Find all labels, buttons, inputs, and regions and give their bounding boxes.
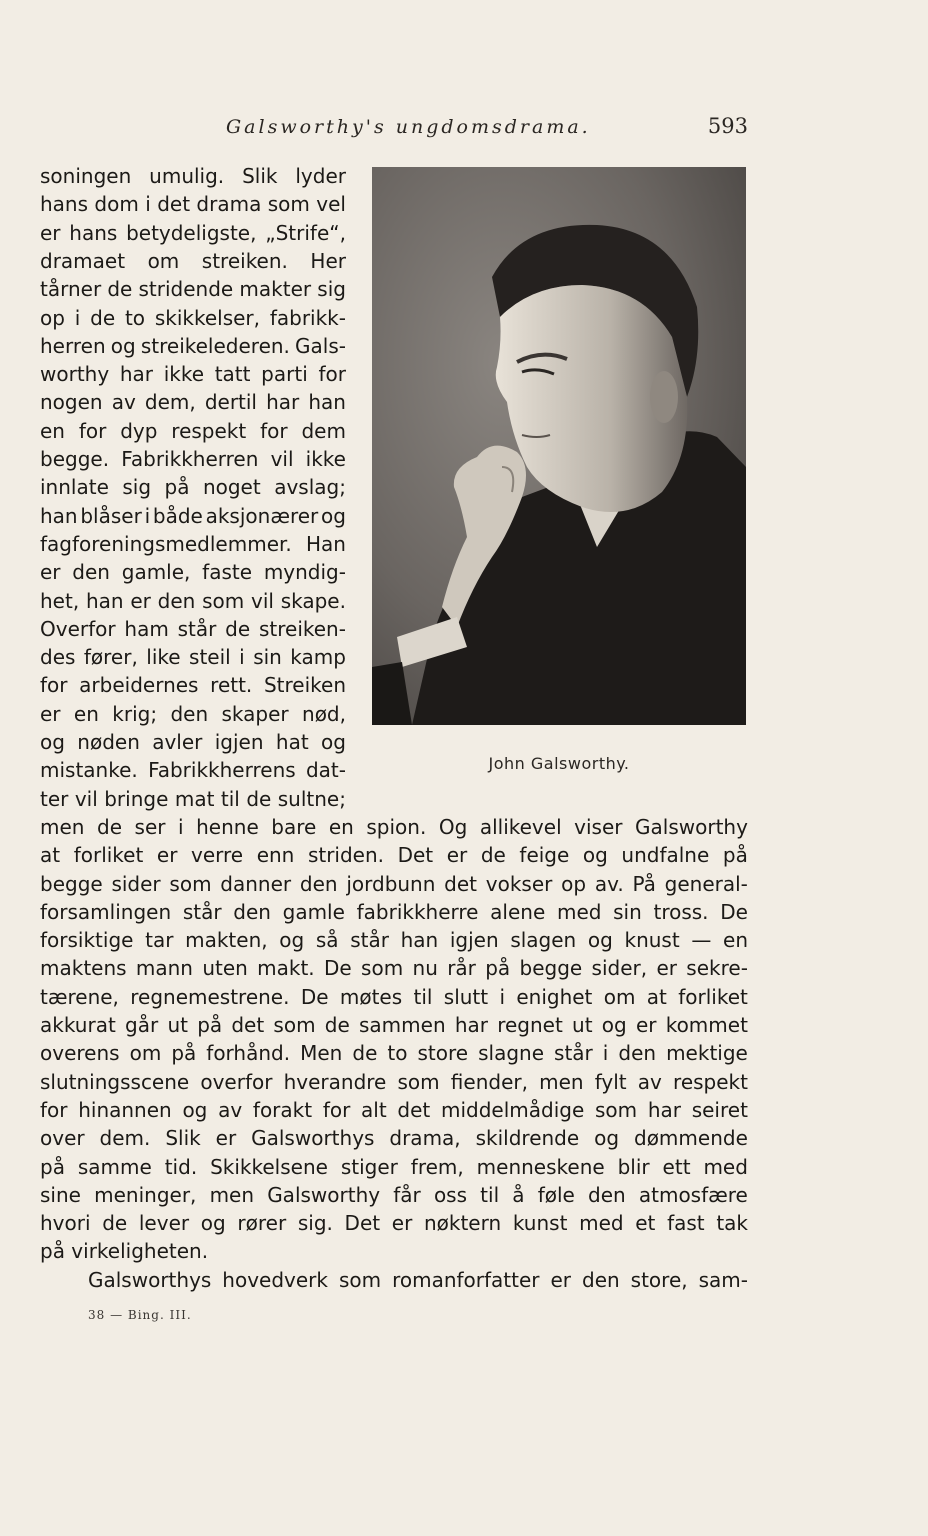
text-line: begge. Fabrikkherren vil ikke (40, 447, 346, 471)
text-line: over dem. Slik er Galsworthys drama, skildrende og dømmende (40, 1126, 748, 1151)
text-line: herren og streikelederen. Gals- (40, 333, 346, 358)
text-line: på samme tid. Skikkelsene stiger frem, menneskene blir ett med (40, 1154, 748, 1179)
text-line: ter vil bringe mat til de sultne; (40, 786, 346, 811)
text-line: tærene, regnemestrene. De møtes til slutt i enighet om at forliket (40, 984, 748, 1009)
printer-signature: 38 — Bing. III. (88, 1308, 192, 1322)
text-line: nogen av dem, dertil har han (40, 390, 346, 415)
text-line: des fører, like steil i sin kamp (40, 645, 346, 670)
text-line: for arbeidernes rett. Streiken (40, 673, 346, 698)
text-line: forsamlingen står den gamle fabrikkherre alene med sin tross. De (40, 899, 748, 924)
text-line: sine meninger, men Galsworthy får oss til å føle den atmosfære (40, 1182, 748, 1207)
text-line: dramaet om streiken. Her (40, 248, 346, 273)
text-line: på virkeligheten. (40, 1239, 209, 1264)
text-line: han blåser i både aksjonærer og (40, 503, 346, 528)
text-line: overens om på forhånd. Men de to store slagne står i den mektige (40, 1041, 748, 1066)
text-line: fagforeningsmedlemmer. Han (40, 531, 346, 556)
text-line: Galsworthys hovedverk som romanforfatter er den store, sam- (88, 1267, 748, 1292)
text-line: Overfor ham står de streiken- (40, 616, 346, 641)
text-line: at forliket er verre enn striden. Det er de feige og undfalne på (40, 843, 748, 868)
text-line: er hans betydeligste, „Strife“, (40, 220, 346, 245)
text-line: begge sider som danner den jordbunn det vokser op av. På general- (40, 871, 748, 896)
text-line: en for dyp respekt for dem (40, 418, 346, 443)
text-line: mistanke. Fabrikkherrens dat- (40, 758, 346, 783)
text-line: akkurat går ut på det som de sammen har regnet ut og er kommet (40, 1013, 748, 1037)
text-line: forsiktige tar makten, og så står han igjen slagen og knust — en (40, 928, 748, 953)
text-line: hans dom i det drama som vel (40, 192, 346, 217)
text-line: het, han er den som vil skape. (40, 588, 346, 613)
text-line: og nøden avler igjen hat og (40, 730, 346, 754)
text-line: hvori de lever og rører sig. Det er nøktern kunst med et fast tak (40, 1211, 748, 1236)
running-title: Galsworthy's ungdomsdrama. (226, 116, 591, 138)
page-number: 593 (707, 114, 748, 138)
text-line: er den gamle, faste myndig- (40, 560, 346, 585)
text-line: tårner de stridende makter sig (40, 277, 346, 302)
portrait-photo (372, 167, 746, 725)
text-line: men de ser i henne bare en spion. Og allikevel viser Galsworthy (40, 814, 748, 839)
text-line: for hinannen og av forakt for alt det middelmådige som har seiret (40, 1097, 748, 1122)
photo-caption: John Galsworthy. (488, 754, 630, 773)
text-line: slutningsscene overfor hverandre som fiender, men fylt av respekt (40, 1069, 748, 1094)
text-line: soningen umulig. Slik lyder (40, 164, 346, 188)
text-line: innlate sig på noget avslag; (40, 475, 346, 500)
text-line: op i de to skikkelser, fabrikk- (40, 305, 346, 330)
text-line: er en krig; den skaper nød, (40, 701, 346, 726)
text-line: maktens mann uten makt. De som nu rår på begge sider, er sekre- (40, 956, 748, 981)
text-line: worthy har ikke tatt parti for (40, 362, 346, 387)
running-head (40, 116, 748, 146)
